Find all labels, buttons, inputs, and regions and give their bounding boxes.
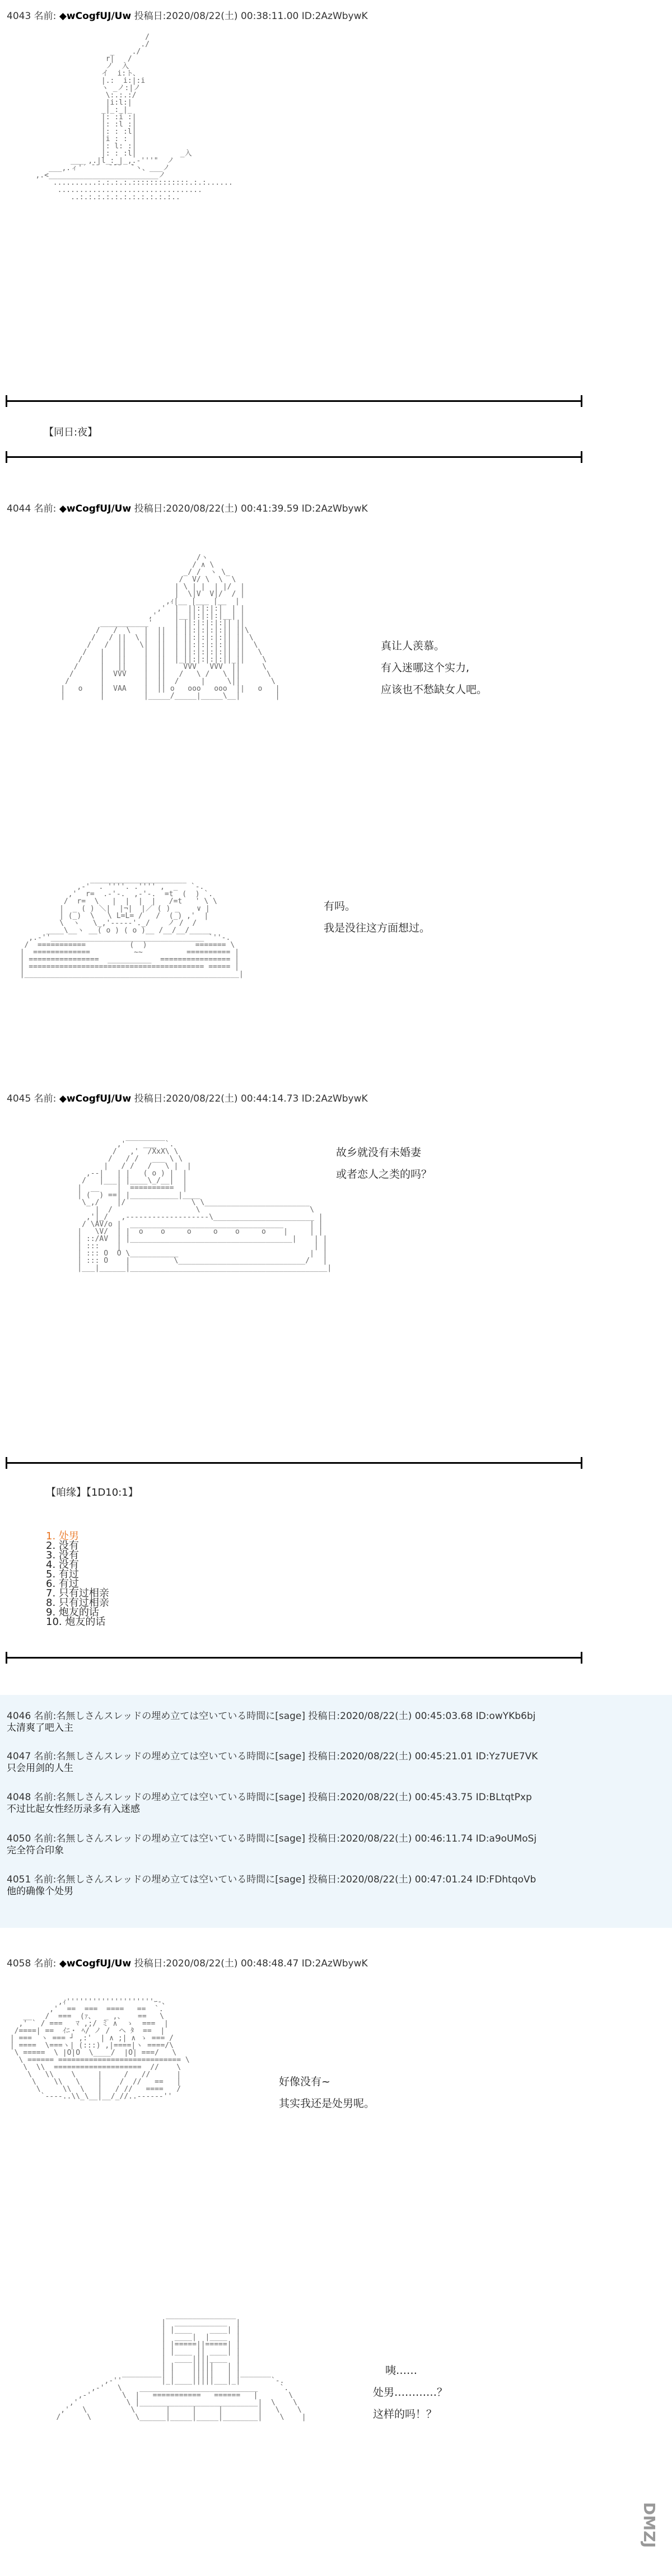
poster-trip[interactable]: ◆wCogfUJ/Uw <box>59 1093 132 1104</box>
roll-item: 7. 只有过相亲 <box>46 1587 109 1599</box>
reply-header: 4046 名前:名無しさんスレッドの埋め立ては空いている時間に[sage] 投稿日:2020/08/22(土) 00:45:03.68 ID:owYKb6bj <box>7 1711 536 1722</box>
divider <box>6 1657 582 1659</box>
reply-section <box>0 1695 672 1928</box>
ascii-art-helmeted-figure: _________ ,' ___ `. / ,' /XxX\ \ / / / ___ \ \ | / / / \ | | ,--| | | ( o ) | | / |___| |____\_/__| | | __ | ========== | | ( ) ==| |___________|____ \_,/ |/ \ \________________________ | / \ \ ,'|_/ ,-------------------\_______________________ | / \AV/o | ___________________________________ | | | \V/ | | o o o o o o | | | | ::/AV | |_____________________________________| | | | ::: | | | | ::: O O \___________ | | | ::: O | \_____________________________/ | |___|______|_____________________________________________| <box>77 1133 332 1272</box>
reply-post <box>7 1833 536 1857</box>
post-info: 投稿日:2020/08/22(土) 00:38:11.00 ID:2AzWbywK <box>134 11 368 22</box>
reply-post <box>7 1792 532 1815</box>
reply-body: 不过比起女性经历录多有入迷感 <box>7 1804 140 1815</box>
divider <box>6 1462 582 1464</box>
reply-header: 4050 名前:名無しさんスレッドの埋め立ては空いている時間に[sage] 投稿日:2020/08/22(土) 00:46:11.74 ID:a9oUMoSj <box>7 1833 537 1844</box>
post-info: 投稿日:2020/08/22(土) 00:48:48.47 ID:2AzWbywK <box>134 1958 368 1969</box>
post-info: 投稿日:2020/08/22(土) 00:41:39.59 ID:2AzWbywK <box>134 503 368 514</box>
reply-body: 只会用剑的人生 <box>7 1763 73 1774</box>
post-header <box>7 8 368 22</box>
site-watermark-logo: DMZJ <box>640 2502 659 2548</box>
ascii-art-wide-character: ______________________ ,-' . ''''. .'''' , _ `-. ,' r= .-'-. ,-'-. =t ( ) `. / r= \ | | | | /=t ' \ \ | _ ( ) ＼| |¬| |／ ( ) _ ∨ | | (_) \ \ L=L= / / (_) ,' | \ ヽ \_,'-----'._/ ノ / / ____\__ヽ __( o ) ( o )__ /__/__/_____ ,.-''___________________________________ `''-. / =========== ( ) ======= \ | ============= ~~ ========== | | ================ __________ ================ | | ======================================== ===== | |_________________________________________________| <box>20 875 244 978</box>
poster-trip[interactable]: ◆wCogfUJ/Uw <box>59 11 132 22</box>
ascii-art-sword-figure: / ./ _ ./ r| / ノ 入 イ i:ト、 |.: i:|:i ヽ _ノ:|ノ \:.:.:/ |i:l:| _|_:_|_ |: :i :| |: :l :| |: : :l| |i : : | |: l: :| |: : :l| _入 ___ ,.|l_:_|_,.-'''" ノ ___,.ィ'´ ̄ ̄ ̄ ̄ ̄ ̄`ヽ、___ノ ,.<_________________________ノ ..........:.:.:.:.:::::::::::::.:.:...... ................................. ..:.:.:.:.:.:.:.:.:.:.:.. <box>35 33 233 202</box>
post-number: 4044 <box>7 503 31 514</box>
roll-item: 1. 处男 <box>46 1530 79 1542</box>
roll-item: 5. 有过 <box>46 1568 79 1580</box>
post-number: 4045 <box>7 1093 31 1104</box>
dialogue-confession: 好像没有~ 其实我还是处男呢。 <box>279 2076 375 2110</box>
roll-result-list <box>46 1531 109 1627</box>
divider <box>6 456 582 458</box>
post-number: 4043 <box>7 11 31 22</box>
dialogue-surprise: 咦…… 处男…………？ 这样的吗！？ <box>373 2364 448 2420</box>
roll-item: 2. 没有 <box>46 1540 79 1552</box>
name-label: 名前: <box>34 1958 57 1969</box>
ascii-art-smiling-character: ,ｨ''''''''''''''''''''ｰ-、 ,' == === ==== == `. __ / === (ｧ、 _ ,、 == \ ,' ` / === ﾏ ,;/ ミ ∧ ゝ === | /====| == ｲﾆ・ ﾍ/ ノ / ヘ ﾀ == | | === ヽ === ┘ ,:' | ∧ ;| ∧ ゝ === / | ==== \===ヽ| (:::) ,|====|ヽ ====/\ \ ===== \ |O|O \____/ |O| ===/ \ \ ====== ============================ \ \ \\ ==================== // \ \ \\ \ | / // | \ \\ \ | / // == | \ \\ \ | / // ==== / `----..\\_\__|__/_//..------'' <box>10 1998 190 2101</box>
ascii-art-armored-knight: /ヽ / ∧ \ _/ / ヽ \_ / V/ \ \ \ | \ | | | |/ | | \|V V|/ / | ,ｨ|__ |___ |__ | ,' | ||:|:|:| | | ,' |__||:|:|:|__| | ___________' | ||:|:|:|:|| || / / \ | || | ||:|:|:|:|| ||\ / / || \ | || | ||:|:|:|:|| || \ / / || \| || | ||:|:|:|:|| || \ / | || | || | ||:|:|:|:|| || \ / | || | || |_||:|:|:|:||_|| \ / | || | || VVV VVV || \ / | VVV | || / \ / \ || \ / | | || / | \|| \ | o | VAA | || o ooo ooo || o | | | |_____/_____|_____\__| | <box>60 554 280 700</box>
dialogue-admire: 真让人羡慕。 有入迷哪这个实力, 应该也不愁缺女人吧。 <box>381 640 488 696</box>
post-number: 4058 <box>7 1958 31 1969</box>
reply-post <box>7 1751 538 1774</box>
dialogue-question: 故乡就没有未婚妻 或者恋人之类的吗？ <box>336 1146 432 1181</box>
reply-post <box>7 1874 536 1898</box>
reply-body: 完全符合印象 <box>7 1845 64 1856</box>
post-header <box>7 500 368 514</box>
reply-header: 4051 名前:名無しさんスレッドの埋め立ては空いている時間に[sage] 投稿日:2020/08/22(土) 00:47:01.24 ID:FDhtqoVb <box>7 1874 536 1885</box>
roll-item: 8. 只有过相亲 <box>46 1597 109 1609</box>
ascii-art-masked-knight: ________________ | ____________ | | |____ ____| | | ____| |____ | | |=====||=====| | | |____ || ____| | | ____||||____ | | | ||||| | | _________| | ||||| | |_______ ,-'' |_|____|||||___|_| `-. ,-' \ ___________________________ `. ,-' \ | =========== ====== | \ ,' \ |___________________________| \ \ ,' \ \ | | | | \ \ / \ \______|_____|_____|________| \ | <box>56 2311 306 2422</box>
reply-body: 太清爽了吧入主 <box>7 1722 73 1734</box>
post-info: 投稿日:2020/08/22(土) 00:44:14.73 ID:2AzWbywK <box>134 1093 368 1104</box>
roll-header: 【咱缘】【1D10:1】 <box>46 1487 138 1498</box>
scene-tag: 【同日:夜】 <box>44 427 98 438</box>
roll-item: 10. 炮友的话 <box>46 1616 106 1628</box>
divider <box>6 400 582 402</box>
reply-header: 4047 名前:名無しさんスレッドの埋め立ては空いている時間に[sage] 投稿日:2020/08/22(土) 00:45:21.01 ID:Yz7UE7VK <box>7 1751 538 1762</box>
name-label: 名前: <box>34 1093 57 1104</box>
name-label: 名前: <box>34 11 57 22</box>
poster-trip[interactable]: ◆wCogfUJ/Uw <box>59 1958 132 1969</box>
reply-body: 他的确像个处男 <box>7 1886 73 1897</box>
reply-header: 4048 名前:名無しさんスレッドの埋め立ては空いている時間に[sage] 投稿日:2020/08/22(土) 00:45:43.75 ID:BLtqtPxp <box>7 1792 532 1803</box>
post-header <box>7 1090 368 1104</box>
roll-item: 9. 炮友的话 <box>46 1607 99 1618</box>
roll-item: 6. 有过 <box>46 1578 79 1590</box>
roll-item: 3. 没有 <box>46 1549 79 1561</box>
name-label: 名前: <box>34 503 57 514</box>
reply-post <box>7 1711 535 1734</box>
post-header <box>7 1955 368 1969</box>
dialogue-reply: 有吗。 我是没往这方面想过。 <box>324 900 431 934</box>
roll-item: 4. 没有 <box>46 1559 79 1571</box>
poster-trip[interactable]: ◆wCogfUJ/Uw <box>59 503 132 514</box>
